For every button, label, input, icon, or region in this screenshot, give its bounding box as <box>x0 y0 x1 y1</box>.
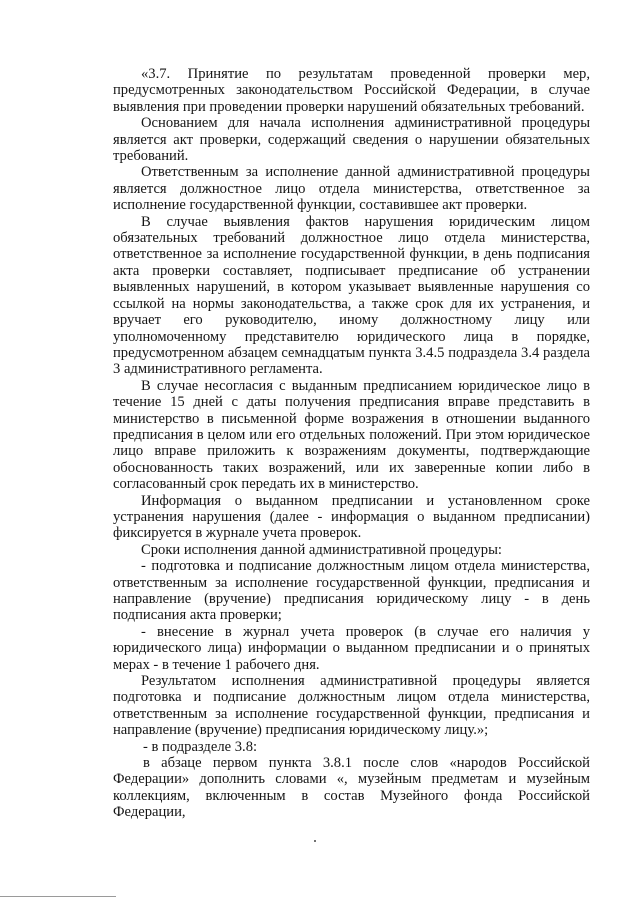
list-item-journal: - внесение в журнал учета проверок (в случае его наличия у юридического лица) информации о выданном предписании и о принятых мерах - в течение 1 рабочего дня. <box>113 623 590 673</box>
paragraph-amendment-3-8-1: в абзаце первом пункта 3.8.1 после слов «народов Российской Федерации» дополнить словами «, музейным предметам и музейным коллекциям, включенным в состав Музейного фонда Российской Федерации, <box>113 755 590 821</box>
paragraph-basis: Основанием для начала исполнения административной процедуры является акт проверки, содержащий сведения о нарушении обязательных требований. <box>113 115 590 165</box>
paragraph-result: Результатом исполнения административной процедуры является подготовка и подписание должностным лицом отдела министерства, ответственным за исполнение государственной функции, предписания и направление (вручение) предписания юридическому лицу.»; <box>113 673 590 739</box>
paragraph-responsible: Ответственным за исполнение данной административной процедуры является должностное лицо отдела министерства, ответственное за исполнение государственной функции, составившее акт проверки. <box>113 164 590 214</box>
paragraph-objections: В случае несогласия с выданным предписанием юридическое лицо в течение 15 дней с даты получения предписания вправе представить в министерство в письменной форме возражения в отношении выданного предписания в целом или его отдельных положений. При этом юридическое лицо вправе приложить к возражениям документы, подтверждающие обоснованность таких возражений, или их заверенные копии либо в согласованный срок передать их в министерство. <box>113 377 590 493</box>
paragraph-section-3-7-heading: «3.7. Принятие по результатам проведенной проверки мер, предусмотренных законодательством Российской Федерации, в случае выявления при проведении проверки нарушений обязательных требований. <box>113 66 590 115</box>
document-page <box>113 66 590 821</box>
paragraph-violations: В случае выявления фактов нарушения юридическим лицом обязательных требований должностное лицо отдела министерства, ответственное за исполнение государственной функции, в день подписания акта проверки составляет, подписывает предписание об устранении выявленных нарушений, в котором указывает выявленные нарушения со ссылкой на нормы законодательства, а также срок для их устранения, и вручает его руководителю, иному должностному лицу или уполномоченному представителю юридического лица в порядке, предусмотренном абзацем семнадцатым пункта 3.4.5 подраздела 3.4 раздела 3 административного регламента. <box>113 213 590 378</box>
paragraph-deadlines: Сроки исполнения данной административной процедуры: <box>141 541 502 558</box>
paragraph-subsection-3-8: - в подразделе 3.8: <box>143 738 258 755</box>
footer-rule <box>0 896 116 897</box>
list-item-preparation: - подготовка и подписание должностным лицом отдела министерства, ответственным за исполнение государственной функции, предписания и направление (вручение) предписания юридическому лицу - в день подписания акта проверки; <box>113 558 590 624</box>
scan-speck <box>314 840 316 842</box>
paragraph-information: Информация о выданном предписании и установленном сроке устранения нарушения (далее - информация о выданном предписании) фиксируется в журнале учета проверок. <box>113 492 590 542</box>
